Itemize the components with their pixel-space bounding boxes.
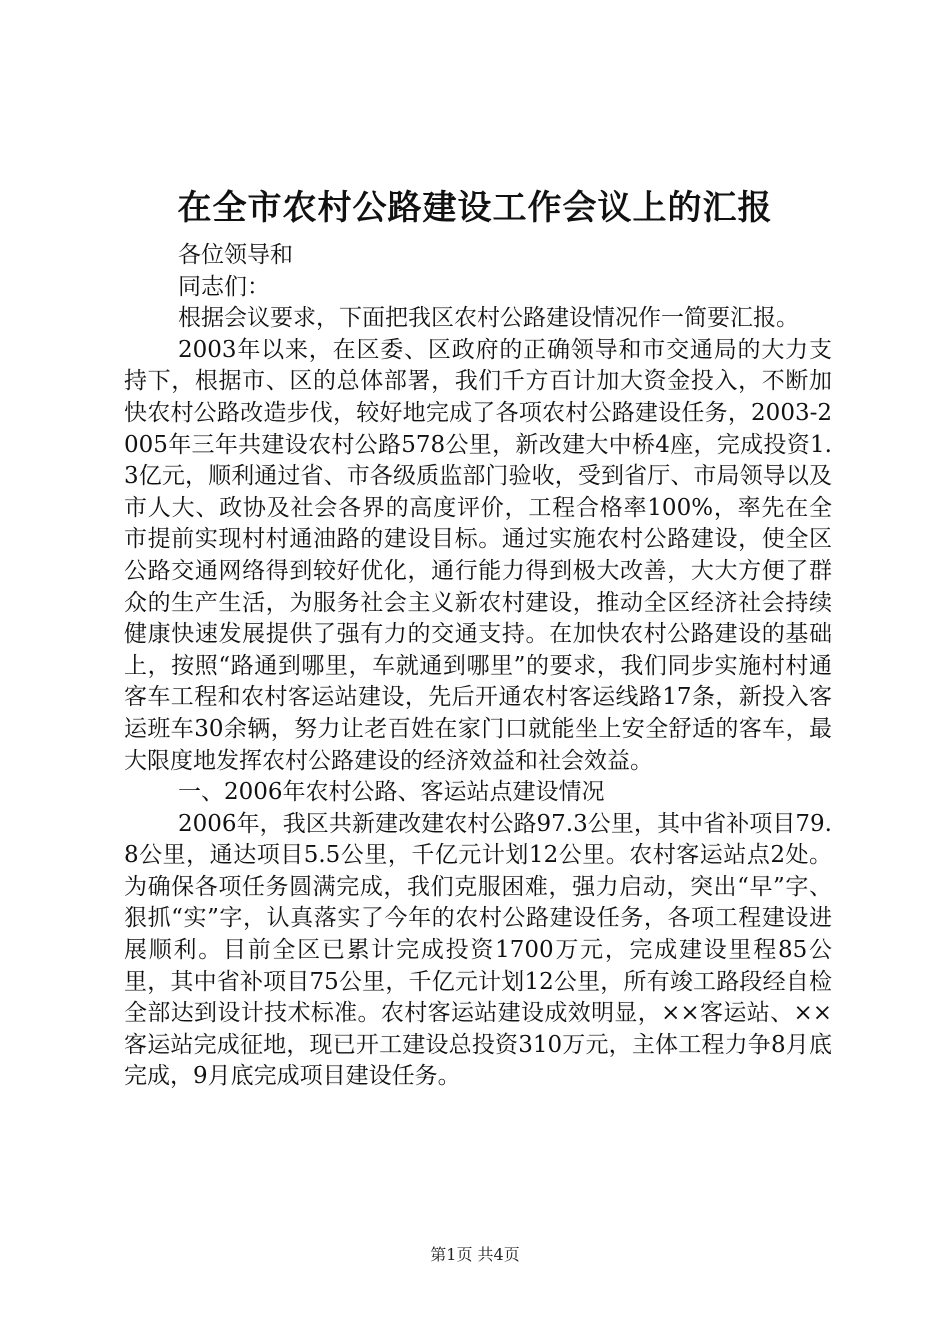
- background-paragraph: 2003年以来，在区委、区政府的正确领导和市交通局的大力支持下，根据市、区的总体部署，我们千方百计加大资金投入，不断加快农村公路改造步伐，较好地完成了各项农村公路建设任务，2003-2005年三年共建设农村公路578公里，新改建大中桥4座，完成投资1.3亿元，顺利通过省、市各级质监部门验收，受到省厅、市局领导以及市人大、政协及社会各界的高度评价，工程合格率100%，率先在全市提前实现村村通油路的建设目标。通过实施农村公路建设，使全区公路交通网络得到较好优化，通行能力得到极大改善，大大方便了群众的生产生活，为服务社会主义新农村建设，推动全区经济社会持续健康快速发展提供了强有力的交通支持。在加快农村公路建设的基础上，按照“路通到哪里，车就通到哪里”的要求，我们同步实施村村通客车工程和农村客运站建设，先后开通农村客运线路17条，新投入客运班车30余辆，努力让老百姓在家门口就能坐上安全舒适的客车，最大限度地发挥农村公路建设的经济效益和社会效益。: [124, 336, 832, 774]
- page-footer: 第1页 共4页: [430, 1245, 520, 1264]
- document-body: [124, 240, 832, 1093]
- salutation-line-2: 同志们：: [178, 273, 270, 300]
- salutation-line-1: 各位领导和: [178, 242, 293, 268]
- intro-paragraph: 根据会议要求，下面把我区农村公路建设情况作一简要汇报。: [178, 305, 799, 332]
- section-paragraph: 2006年，我区共新建改建农村公路97.3公里，其中省补项目79.8公里，通达项目5.5公里，千亿元计划12公里。农村客运站点2处。为确保各项任务圆满完成，我们克服困难，强力启动，突出“早”字、狠抓“实”字，认真落实了今年的农村公路建设任务，各项工程建设进展顺利。目前全区已累计完成投资1700万元，完成建设里程85公里，其中省补项目75公里，千亿元计划12公里，所有竣工路段经自检全部达到设计技术标准。农村客运站建设成效明显，××客运站、××客运站完成征地，现已开工建设总投资310万元，主体工程力争8月底完成，9月底完成项目建设任务。: [124, 810, 832, 1090]
- document-title: 在全市农村公路建设工作会议上的汇报: [177, 188, 773, 228]
- section-heading: 一、2006年农村公路、客运站点建设情况: [178, 779, 605, 806]
